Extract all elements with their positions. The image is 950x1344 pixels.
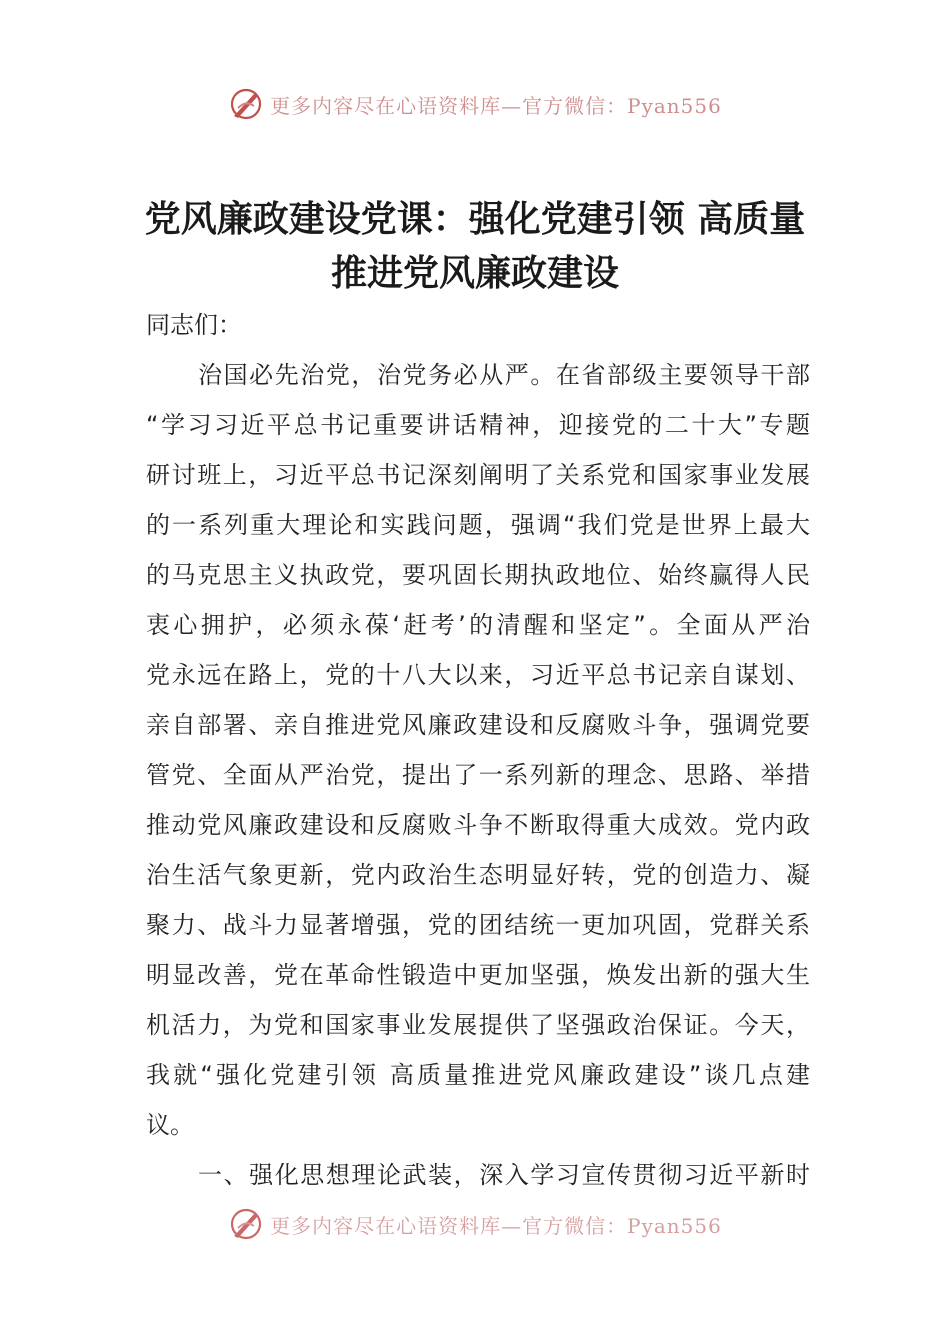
- text-line: 聚力、战斗力显著增强，党的团结统一更加巩固，党群关系: [146, 911, 810, 939]
- text-line: 亲自部署、亲自推进党风廉政建设和反腐败斗争，强调党要: [146, 711, 810, 739]
- text-line: 的马克思主义执政党，要巩固长期执政地位、始终赢得人民: [146, 561, 810, 589]
- header-watermark: [0, 80, 950, 128]
- paragraph-1: [146, 350, 810, 1150]
- pen-logo-icon: [228, 86, 264, 122]
- text-line: 研讨班上，习近平总书记深刻阐明了关系党和国家事业发展: [146, 461, 810, 489]
- document-body: [146, 300, 810, 1200]
- text-line: 机活力，为党和国家事业发展提供了坚强政治保证。今天，: [146, 1011, 810, 1039]
- section-heading: 一、强化思想理论武装，深入学习宣传贯彻习近平新时: [198, 1161, 810, 1189]
- watermark-text: 更多内容尽在心语资料库—官方微信：Pyan556: [270, 93, 722, 118]
- title-line: 党风廉政建设党课：强化党建引领 高质量: [144, 198, 806, 240]
- pen-logo-icon: [228, 1206, 264, 1242]
- salutation: 同志们：: [146, 311, 242, 339]
- text-line: 治国必先治党，治党务必从严。在省部级主要领导干部: [198, 361, 810, 389]
- document-title: [80, 192, 870, 300]
- text-line: “学习习近平总书记重要讲话精神，迎接党的二十大”专题: [146, 411, 810, 439]
- text-line: 推动党风廉政建设和反腐败斗争不断取得重大成效。党内政: [146, 811, 810, 839]
- text-line: 党永远在路上，党的十八大以来，习近平总书记亲自谋划、: [146, 661, 810, 689]
- watermark-text: 更多内容尽在心语资料库—官方微信：Pyan556: [270, 1213, 722, 1238]
- text-line: 明显改善，党在革命性锻造中更加坚强，焕发出新的强大生: [146, 961, 810, 989]
- text-line: 衷心拥护，必须永葆‘赶考’的清醒和坚定”。全面从严治: [146, 611, 810, 639]
- text-line: 管党、全面从严治党，提出了一系列新的理念、思路、举措: [146, 761, 810, 789]
- text-line: 我就“强化党建引领 高质量推进党风廉政建设”谈几点建: [146, 1061, 810, 1089]
- footer-watermark: [0, 1200, 950, 1248]
- text-line: 议。: [146, 1111, 194, 1139]
- title-line: 推进党风廉政建设: [330, 252, 619, 294]
- text-line: 治生活气象更新，党内政治生态明显好转，党的创造力、凝: [146, 861, 810, 889]
- text-line: 的一系列重大理论和实践问题，强调“我们党是世界上最大: [146, 511, 810, 539]
